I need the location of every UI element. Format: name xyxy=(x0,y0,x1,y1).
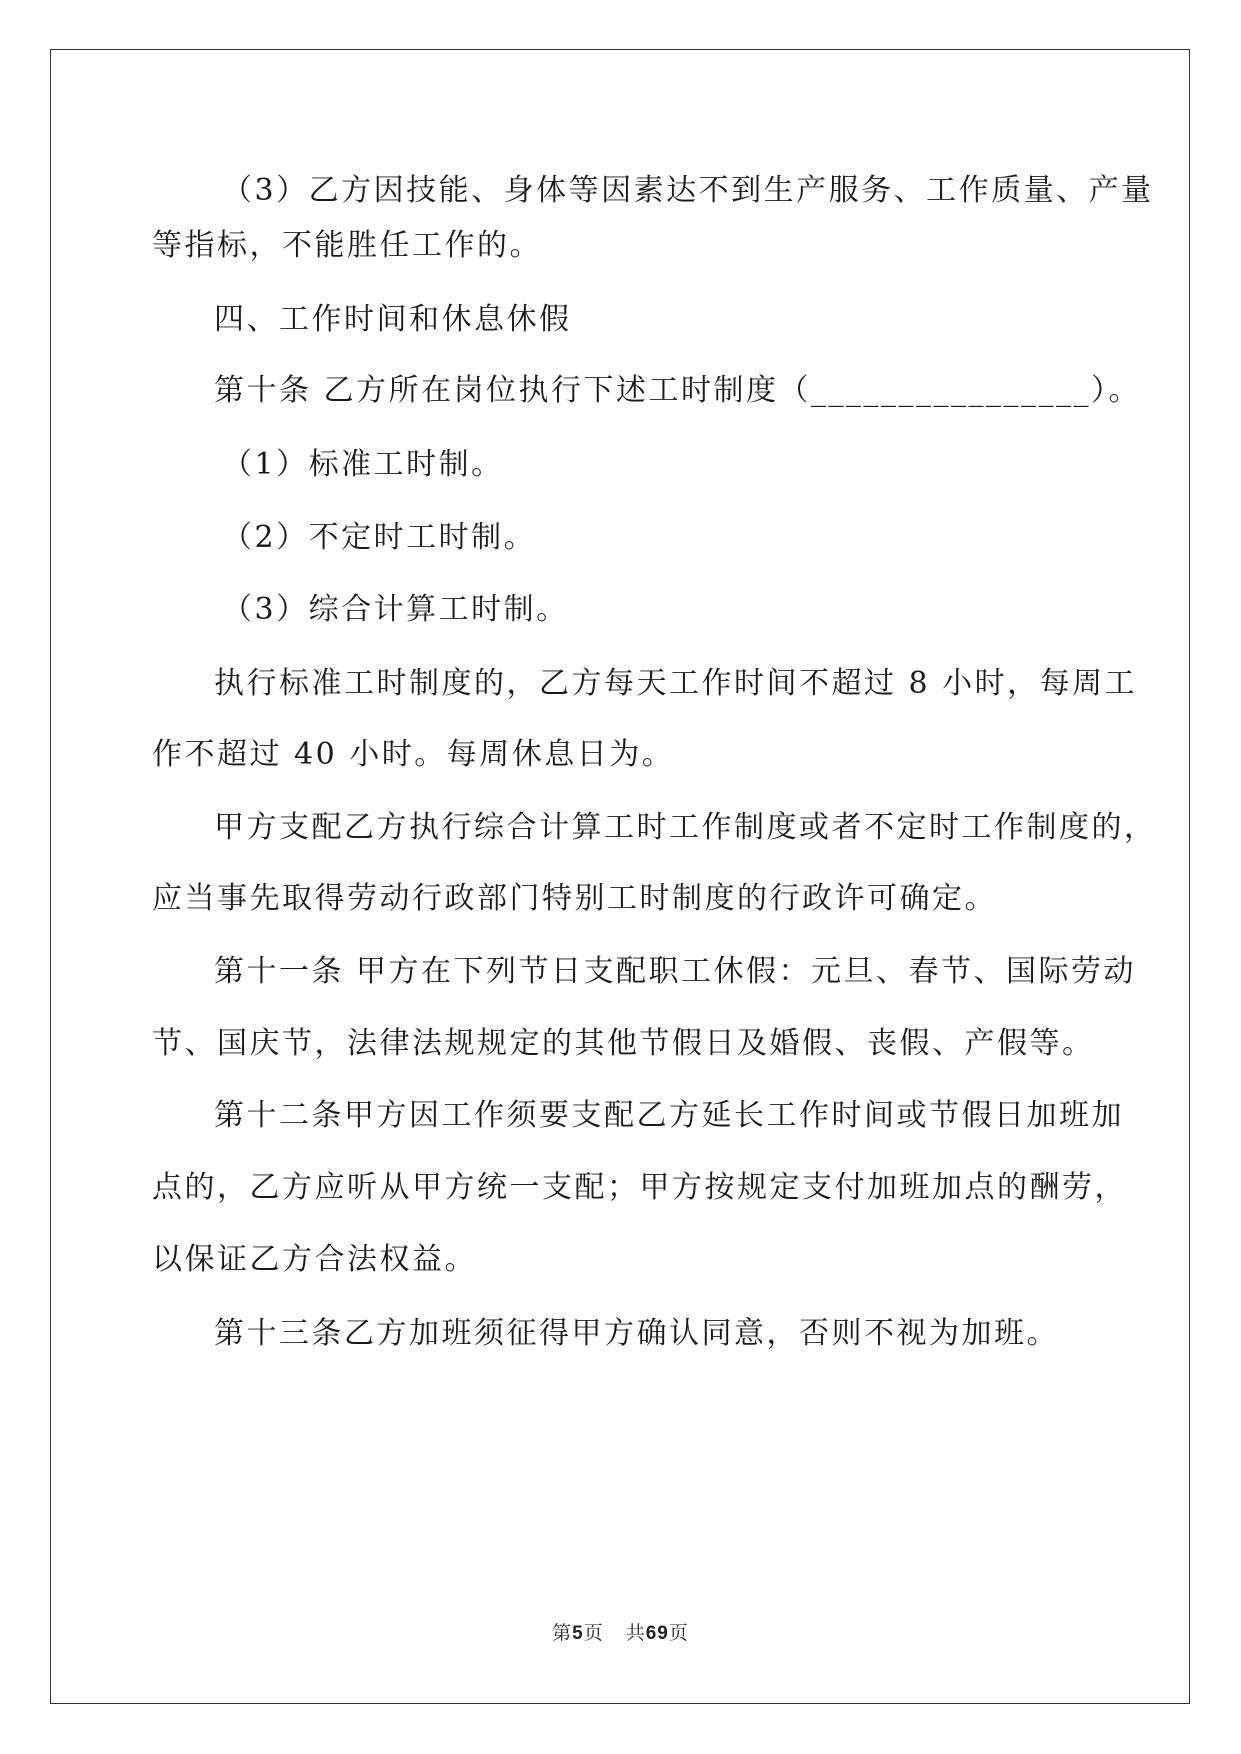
article-13: 第十三条乙方加班须征得甲方确认同意，否则不视为加班。 xyxy=(214,1316,1059,1351)
special-hours-line-2: 应当事先取得劳动行政部门特别工时制度的行政许可确定。 xyxy=(152,881,997,916)
section-heading-4: 四、工作时间和休息休假 xyxy=(214,302,572,337)
page-footer xyxy=(0,1618,1241,1645)
clause-3-line-2: 等指标，不能胜任工作的。 xyxy=(152,228,542,263)
footer-page-prefix: 第 xyxy=(552,1622,573,1644)
article-10: 第十条 乙方所在岗位执行下述工时制度（________________）。 xyxy=(214,373,1142,408)
footer-total-prefix: 共 xyxy=(625,1622,646,1644)
footer-page-number: 5 xyxy=(572,1623,584,1644)
article-12-line-3: 以保证乙方合法权益。 xyxy=(152,1242,477,1277)
footer-total-suffix: 页 xyxy=(668,1622,689,1644)
option-1: （1）标准工时制。 xyxy=(222,447,504,482)
clause-3-line-1: （3）乙方因技能、身体等因素达不到生产服务、工作质量、产量 xyxy=(222,173,1154,208)
article-11-line-1: 第十一条 甲方在下列节日支配职工休假：元旦、春节、国际劳动 xyxy=(214,954,1137,989)
footer-total-number: 69 xyxy=(645,1623,669,1644)
standard-hours-line-1: 执行标准工时制度的，乙方每天工作时间不超过 8 小时，每周工 xyxy=(214,666,1138,701)
page-border xyxy=(50,49,1190,1704)
article-11-line-2: 节、国庆节，法律法规规定的其他节假日及婚假、丧假、产假等。 xyxy=(152,1026,1095,1061)
article-12-line-2: 点的，乙方应听从甲方统一支配；甲方按规定支付加班加点的酬劳， xyxy=(152,1170,1127,1205)
option-3: （3）综合计算工时制。 xyxy=(222,592,569,627)
footer-page-suffix: 页 xyxy=(583,1622,604,1644)
standard-hours-line-2: 作不超过 40 小时。每周休息日为。 xyxy=(152,737,675,772)
special-hours-line-1: 甲方支配乙方执行综合计算工时工作制度或者不定时工作制度的， xyxy=(214,810,1157,845)
option-2: （2）不定时工时制。 xyxy=(222,520,537,555)
article-12-line-1: 第十二条甲方因工作须要支配乙方延长工作时间或节假日加班加 xyxy=(214,1098,1124,1133)
